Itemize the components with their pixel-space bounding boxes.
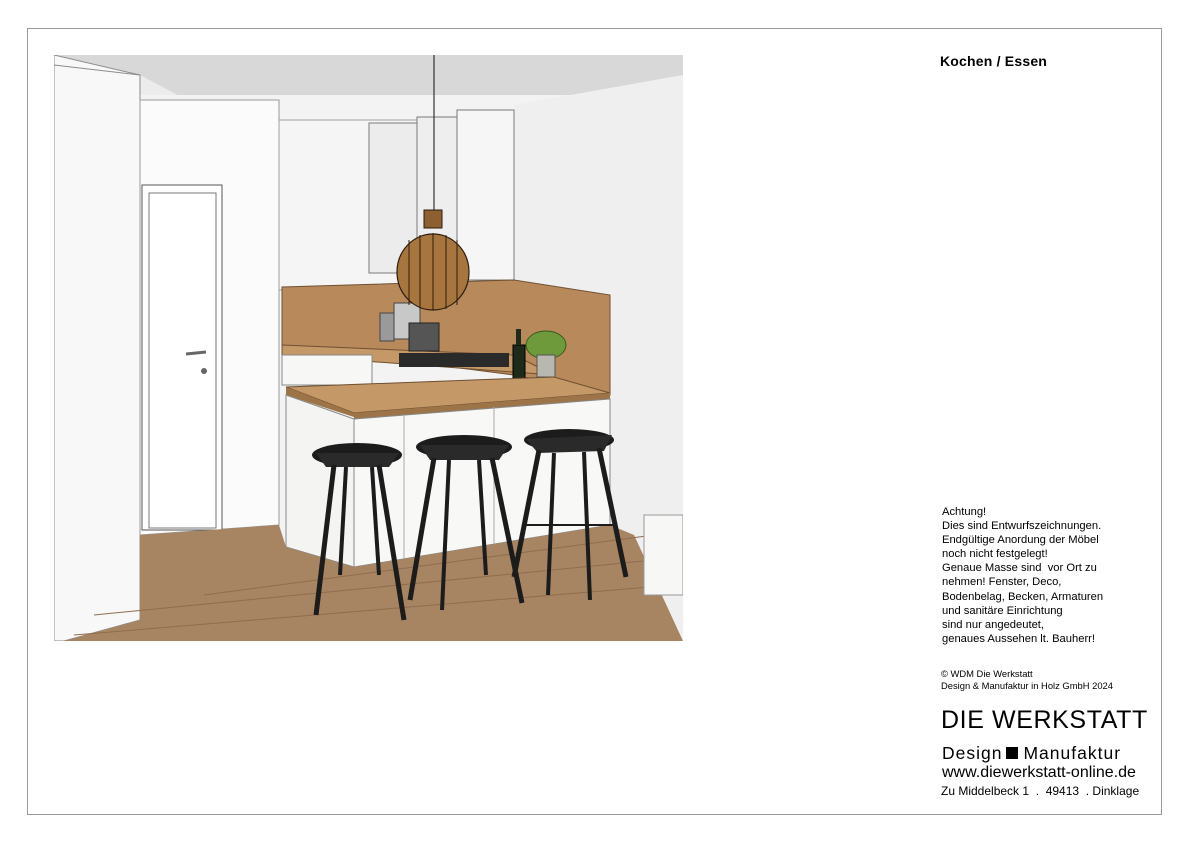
tagline-right: Manufaktur xyxy=(1023,743,1122,763)
company-website: www.diewerkstatt-online.de xyxy=(942,764,1136,781)
notice-line: nehmen! Fenster, Deco, xyxy=(942,576,1062,589)
notice-line: Bodenbelag, Becken, Armaturen xyxy=(942,590,1104,603)
notice-line: und sanitäre Einrichtung xyxy=(942,604,1063,617)
left-tall-cabinet xyxy=(54,55,140,641)
notice-line: Endgültige Anordung der Möbel xyxy=(942,534,1099,547)
plant-pot xyxy=(537,355,555,377)
square-separator-icon xyxy=(1006,747,1018,759)
copyright-line: Design & Manufaktur in Holz GmbH 2024 xyxy=(941,679,1113,691)
notice-line: noch nicht festgelegt! xyxy=(942,548,1048,561)
kitchen-rendering-svg xyxy=(54,55,683,641)
side-bench xyxy=(644,515,683,595)
door-leaf xyxy=(149,193,216,528)
notice-line: genaues Aussehen lt. Bauherr! xyxy=(942,632,1096,645)
notice-line: Genaue Masse sind vor Ort zu xyxy=(942,562,1097,575)
door-lock xyxy=(201,368,207,374)
company-logo-text: DIE WERKSTATT xyxy=(941,706,1148,734)
bottle-neck xyxy=(516,329,521,345)
kitchen-rendering xyxy=(54,55,683,641)
tagline-left: Design xyxy=(942,743,1003,763)
notice-line: Achtung! xyxy=(942,506,987,518)
toaster-icon xyxy=(409,323,439,351)
company-tagline xyxy=(942,742,1121,764)
copyright-block xyxy=(941,668,1113,691)
cooktop xyxy=(399,353,509,367)
back-base-cabinet xyxy=(282,355,372,385)
company-address: Zu Middelbeck 1 . 49413 . Dinklage xyxy=(941,784,1140,798)
page-title: Kochen / Essen xyxy=(940,53,1048,69)
notice-line: Dies sind Entwurfszeichnungen. xyxy=(942,520,1102,533)
notice-line: sind nur angedeutet, xyxy=(942,618,1045,631)
copyright-line: © WDM Die Werkstatt xyxy=(941,668,1033,679)
lamp-top xyxy=(424,210,442,228)
door-handle xyxy=(186,352,206,354)
coffee-machine-icon xyxy=(380,313,394,341)
disclaimer-notice xyxy=(942,505,1103,646)
